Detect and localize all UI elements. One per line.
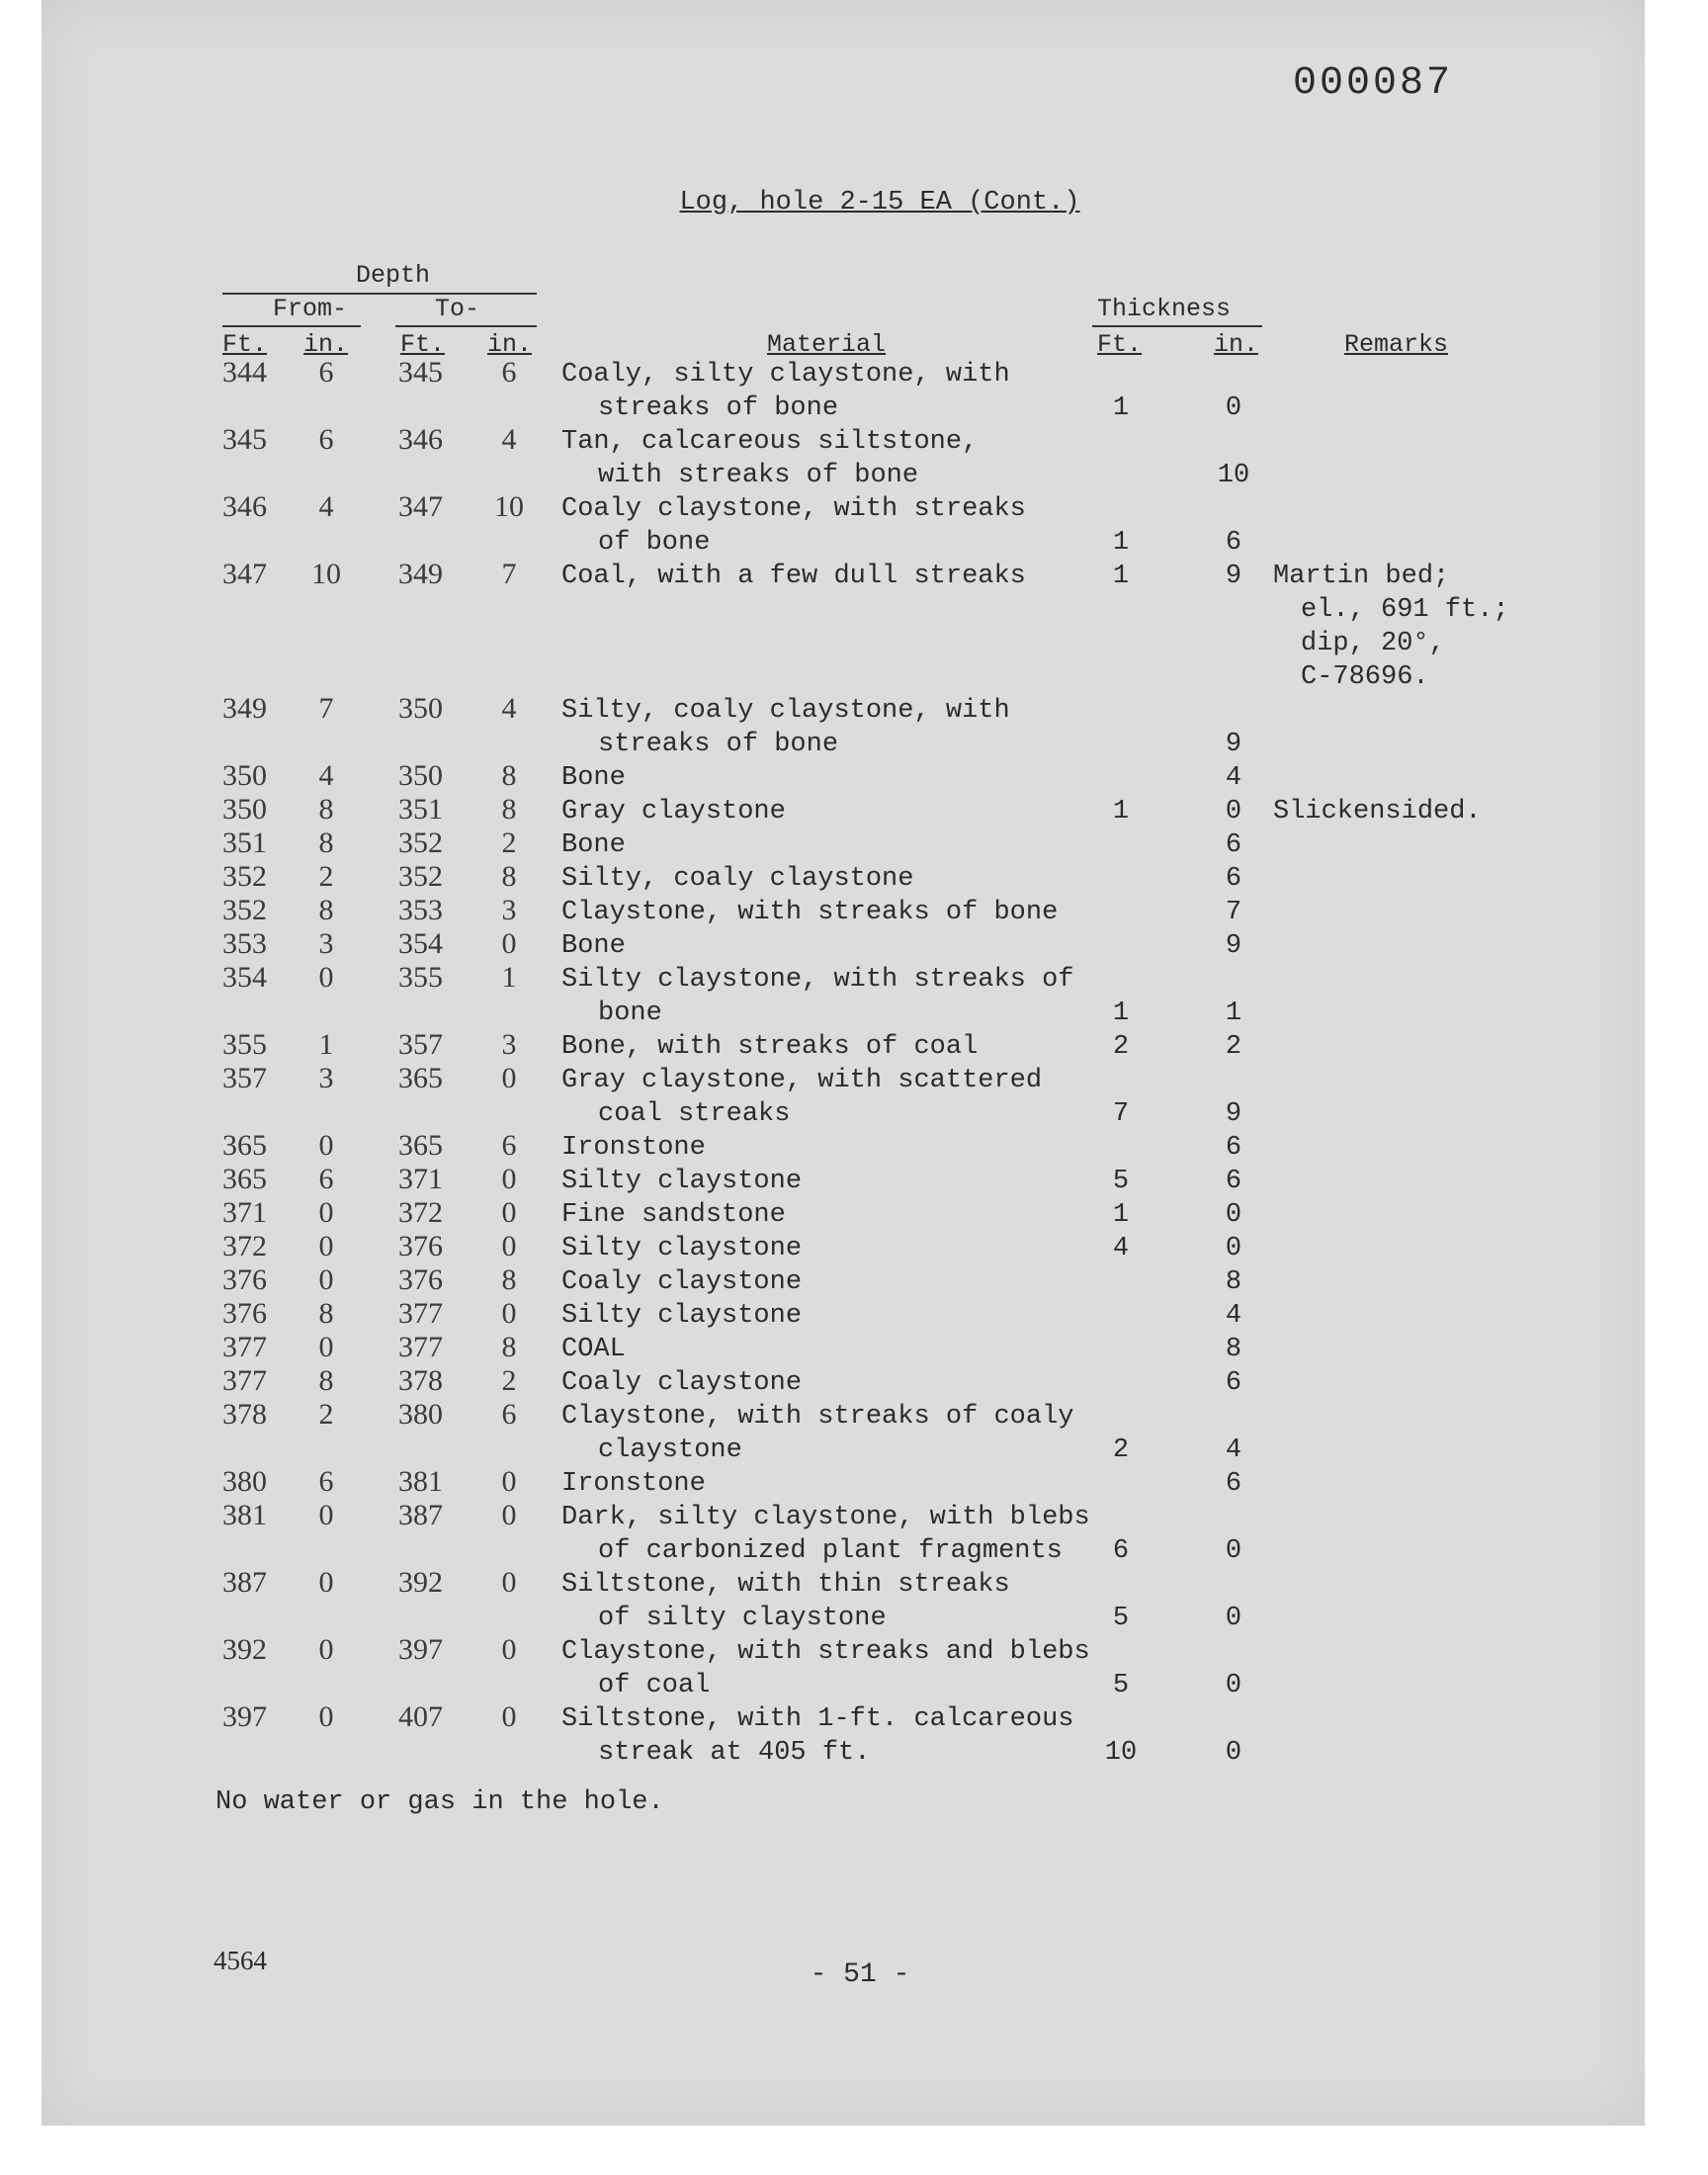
thickness-ft-cell: 2: [1112, 1436, 1130, 1465]
material-line: Coaly claystone, with streaks: [561, 494, 1026, 524]
from-in-cell: 3: [318, 927, 334, 960]
from-ft-cell: 378: [222, 1398, 267, 1431]
to-in-cell: 0: [501, 1230, 517, 1262]
thickness-in-cell: 0: [1225, 1536, 1242, 1566]
to-ft-cell: 392: [398, 1566, 443, 1599]
to-ft-cell: 365: [398, 1062, 443, 1094]
to-ft-cell: 378: [398, 1364, 443, 1397]
thickness-ft-cell: 1: [1112, 562, 1130, 591]
to-ft-cell: 354: [398, 927, 443, 960]
material-line: bone: [598, 999, 662, 1028]
from-ft-cell: 387: [222, 1566, 267, 1599]
remarks-header: Remarks: [1344, 330, 1449, 359]
to-in-cell: 0: [501, 1566, 517, 1599]
thickness-in-cell: 0: [1225, 1234, 1242, 1263]
from-ft-cell: 357: [222, 1062, 267, 1094]
thickness-in-cell: 7: [1225, 898, 1242, 927]
material-line: Silty claystone: [561, 1167, 803, 1196]
material-line: COAL: [561, 1335, 626, 1364]
from-ft-cell: 377: [222, 1364, 267, 1397]
thickness-in-cell: 2: [1225, 1032, 1242, 1062]
to-in-cell: 8: [501, 793, 517, 826]
to-ft-cell: 380: [398, 1398, 443, 1431]
to-in-cell: 0: [501, 1163, 517, 1195]
from-ft-cell: 355: [222, 1028, 267, 1061]
from-ft-cell: 381: [222, 1499, 267, 1531]
material-line: Gray claystone, with scattered: [561, 1066, 1043, 1095]
to-in-cell: 0: [501, 1196, 517, 1229]
from-ft-cell: 380: [222, 1465, 267, 1498]
to-ft-cell: 397: [398, 1633, 443, 1666]
from-ft-cell: 354: [222, 961, 267, 994]
to-in-cell: 1: [501, 961, 517, 994]
from-in-cell: 0: [318, 1700, 334, 1733]
to-in-cell: 7: [501, 558, 517, 590]
page-stamp-number: 000087: [1292, 61, 1453, 106]
to-in-cell: 0: [501, 1499, 517, 1531]
material-header: Material: [767, 330, 887, 359]
thickness-in-cell: 0: [1225, 1671, 1242, 1700]
from-ft-cell: 392: [222, 1633, 267, 1666]
thickness-in-cell: 0: [1225, 797, 1242, 826]
from-in-cell: 6: [318, 423, 334, 456]
thickness-ft-header: Ft.: [1097, 330, 1143, 359]
to-in-cell: 3: [501, 1028, 517, 1061]
material-line: streaks of bone: [598, 393, 839, 423]
to-in-cell: 6: [501, 1129, 517, 1162]
to-ft-cell: 353: [398, 894, 443, 926]
remarks-line: Slickensided.: [1273, 797, 1482, 826]
material-line: Claystone, with streaks of bone: [561, 898, 1059, 927]
to-in-cell: 0: [501, 1297, 517, 1330]
thickness-ft-cell: 5: [1112, 1167, 1130, 1196]
thickness-in-cell: 0: [1225, 1738, 1242, 1768]
from-in-cell: 8: [318, 894, 334, 926]
from-ft-cell: 351: [222, 826, 267, 859]
material-line: of silty claystone: [598, 1604, 887, 1633]
from-ft-cell: 353: [222, 927, 267, 960]
from-in-cell: 3: [318, 1062, 334, 1094]
material-line: of bone: [598, 528, 711, 558]
to-rule: [395, 325, 537, 327]
thickness-ft-cell: 5: [1112, 1604, 1130, 1633]
from-ft-cell: 345: [222, 423, 267, 456]
to-ft-cell: 350: [398, 759, 443, 792]
thickness-in-cell: 0: [1225, 393, 1242, 423]
from-ft-cell: 347: [222, 558, 267, 590]
from-in-cell: 2: [318, 860, 334, 893]
material-line: Silty claystone: [561, 1234, 803, 1263]
material-line: Silty claystone, with streaks of: [561, 965, 1074, 995]
to-ft-header: Ft.: [400, 330, 446, 359]
material-line: Ironstone: [561, 1133, 706, 1163]
material-line: Coaly, silty claystone, with: [561, 360, 1010, 390]
depth-rule: [222, 293, 537, 295]
material-line: of coal: [598, 1671, 711, 1700]
document-number: 4564: [214, 1946, 267, 1975]
thickness-in-header: in.: [1214, 330, 1259, 359]
from-ft-cell: 344: [222, 356, 267, 389]
to-in-cell: 0: [501, 1062, 517, 1094]
material-line: Bone: [561, 763, 626, 793]
material-line: coal streaks: [598, 1099, 791, 1129]
from-ft-cell: 352: [222, 894, 267, 926]
thickness-in-cell: 0: [1225, 1200, 1242, 1230]
from-in-cell: 6: [318, 356, 334, 389]
thickness-in-cell: 6: [1225, 830, 1242, 860]
to-in-cell: 0: [501, 1465, 517, 1498]
to-ft-cell: 351: [398, 793, 443, 826]
to-in-cell: 2: [501, 1364, 517, 1397]
thickness-ft-cell: 1: [1112, 999, 1130, 1028]
material-line: Gray claystone: [561, 797, 786, 826]
thickness-in-cell: 6: [1225, 1368, 1242, 1398]
material-line: Dark, silty claystone, with blebs: [561, 1503, 1090, 1532]
to-ft-cell: 345: [398, 356, 443, 389]
from-in-cell: 8: [318, 826, 334, 859]
from-ft-cell: 376: [222, 1263, 267, 1296]
thickness-ft-cell: 1: [1112, 528, 1130, 558]
material-line: streaks of bone: [598, 730, 839, 759]
thickness-in-cell: 9: [1225, 931, 1242, 961]
material-line: Bone: [561, 931, 626, 961]
to-ft-cell: 376: [398, 1230, 443, 1262]
from-in-cell: 0: [318, 1499, 334, 1531]
material-line: streak at 405 ft.: [598, 1738, 871, 1768]
from-in-cell: 0: [318, 961, 334, 994]
thickness-in-cell: 0: [1225, 1604, 1242, 1633]
from-ft-cell: 350: [222, 759, 267, 792]
to-in-cell: 8: [501, 1331, 517, 1363]
material-line: Siltstone, with thin streaks: [561, 1570, 1010, 1600]
thickness-in-cell: 6: [1225, 864, 1242, 894]
to-ft-cell: 352: [398, 860, 443, 893]
from-in-cell: 8: [318, 793, 334, 826]
material-line: of carbonized plant fragments: [598, 1536, 1063, 1566]
thickness-in-cell: 9: [1225, 1099, 1242, 1129]
to-ft-cell: 365: [398, 1129, 443, 1162]
from-ft-header: Ft.: [222, 330, 268, 359]
material-line: Tan, calcareous siltstone,: [561, 427, 979, 457]
from-in-cell: 8: [318, 1364, 334, 1397]
to-ft-cell: 355: [398, 961, 443, 994]
to-in-cell: 6: [501, 356, 517, 389]
thickness-ft-cell: 4: [1112, 1234, 1130, 1263]
page-title: Log, hole 2-15 EA (Cont.): [679, 188, 1080, 218]
to-in-cell: 4: [501, 423, 517, 456]
to-ft-cell: 347: [398, 490, 443, 523]
material-line: with streaks of bone: [598, 461, 919, 490]
footer-note: No water or gas in the hole.: [215, 1787, 664, 1817]
from-ft-cell: 346: [222, 490, 267, 523]
from-in-cell: 4: [318, 759, 334, 792]
material-line: claystone: [598, 1436, 742, 1465]
thickness-in-cell: 8: [1225, 1335, 1242, 1364]
material-line: Ironstone: [561, 1469, 706, 1499]
to-ft-cell: 407: [398, 1700, 443, 1733]
material-line: Silty claystone: [561, 1301, 803, 1331]
from-in-cell: 7: [318, 692, 334, 725]
thickness-rule: [1092, 325, 1262, 327]
to-in-cell: 8: [501, 860, 517, 893]
material-line: Bone, with streaks of coal: [561, 1032, 979, 1062]
from-in-cell: 1: [318, 1028, 334, 1061]
thickness-in-cell: 6: [1225, 528, 1242, 558]
thickness-in-cell: 8: [1225, 1267, 1242, 1297]
to-ft-cell: 357: [398, 1028, 443, 1061]
from-rule: [222, 325, 361, 327]
material-line: Fine sandstone: [561, 1200, 786, 1230]
from-ft-cell: 376: [222, 1297, 267, 1330]
thickness-in-cell: 4: [1225, 763, 1242, 793]
to-header: To-: [435, 295, 480, 323]
to-ft-cell: 371: [398, 1163, 443, 1195]
to-ft-cell: 376: [398, 1263, 443, 1296]
material-line: Coaly claystone: [561, 1368, 803, 1398]
from-in-cell: 0: [318, 1566, 334, 1599]
to-in-cell: 4: [501, 692, 517, 725]
to-ft-cell: 372: [398, 1196, 443, 1229]
material-line: Coaly claystone: [561, 1267, 803, 1297]
thickness-in-cell: 6: [1225, 1469, 1242, 1499]
to-in-cell: 0: [501, 927, 517, 960]
from-in-cell: 6: [318, 1163, 334, 1195]
remarks-line: el., 691 ft.;: [1301, 595, 1509, 625]
from-in-cell: 0: [318, 1263, 334, 1296]
thickness-in-cell: 9: [1225, 730, 1242, 759]
material-line: Claystone, with streaks and blebs: [561, 1637, 1090, 1667]
remarks-line: C-78696.: [1301, 662, 1429, 692]
from-in-cell: 8: [318, 1297, 334, 1330]
from-in-cell: 4: [318, 490, 334, 523]
to-ft-cell: 346: [398, 423, 443, 456]
from-in-cell: 0: [318, 1196, 334, 1229]
from-in-cell: 0: [318, 1331, 334, 1363]
thickness-in-cell: 9: [1225, 562, 1242, 591]
to-in-cell: 8: [501, 759, 517, 792]
to-in-cell: 3: [501, 894, 517, 926]
to-in-cell: 8: [501, 1263, 517, 1296]
to-in-cell: 10: [494, 490, 524, 523]
from-ft-cell: 365: [222, 1129, 267, 1162]
thickness-in-cell: 10: [1217, 461, 1250, 490]
thickness-in-cell: 6: [1225, 1133, 1242, 1163]
thickness-header: Thickness: [1097, 295, 1232, 323]
thickness-ft-cell: 5: [1112, 1671, 1130, 1700]
thickness-ft-cell: 6: [1112, 1536, 1130, 1566]
from-ft-cell: 350: [222, 793, 267, 826]
to-in-header: in.: [487, 330, 533, 359]
from-in-header: in.: [303, 330, 349, 359]
thickness-ft-cell: 1: [1112, 797, 1130, 826]
from-ft-cell: 372: [222, 1230, 267, 1262]
thickness-ft-cell: 1: [1112, 1200, 1130, 1230]
thickness-in-cell: 6: [1225, 1167, 1242, 1196]
material-line: Silty, coaly claystone: [561, 864, 914, 894]
from-ft-cell: 365: [222, 1163, 267, 1195]
remarks-line: Martin bed;: [1273, 562, 1450, 591]
from-in-cell: 6: [318, 1465, 334, 1498]
to-in-cell: 0: [501, 1633, 517, 1666]
material-line: Siltstone, with 1-ft. calcareous: [561, 1704, 1074, 1734]
thickness-in-cell: 4: [1225, 1301, 1242, 1331]
material-line: Silty, coaly claystone, with: [561, 696, 1010, 726]
thickness-ft-cell: 2: [1112, 1032, 1130, 1062]
from-ft-cell: 377: [222, 1331, 267, 1363]
from-in-cell: 10: [311, 558, 341, 590]
to-in-cell: 0: [501, 1700, 517, 1733]
thickness-in-cell: 4: [1225, 1436, 1242, 1465]
depth-header: Depth: [356, 261, 431, 290]
to-in-cell: 6: [501, 1398, 517, 1431]
to-in-cell: 2: [501, 826, 517, 859]
from-in-cell: 0: [318, 1230, 334, 1262]
material-line: Claystone, with streaks of coaly: [561, 1402, 1074, 1432]
from-in-cell: 0: [318, 1129, 334, 1162]
to-ft-cell: 350: [398, 692, 443, 725]
to-ft-cell: 352: [398, 826, 443, 859]
material-line: Coal, with a few dull streaks: [561, 562, 1026, 591]
thickness-in-cell: 1: [1225, 999, 1242, 1028]
thickness-ft-cell: 10: [1104, 1738, 1138, 1768]
from-ft-cell: 352: [222, 860, 267, 893]
from-ft-cell: 397: [222, 1700, 267, 1733]
remarks-line: dip, 20°,: [1301, 629, 1445, 658]
thickness-ft-cell: 7: [1112, 1099, 1130, 1129]
from-in-cell: 0: [318, 1633, 334, 1666]
from-ft-cell: 371: [222, 1196, 267, 1229]
to-ft-cell: 377: [398, 1331, 443, 1363]
from-header: From-: [273, 295, 348, 323]
page-number: - 51 -: [810, 1959, 910, 1990]
from-ft-cell: 349: [222, 692, 267, 725]
material-line: Bone: [561, 830, 626, 860]
to-ft-cell: 377: [398, 1297, 443, 1330]
thickness-ft-cell: 1: [1112, 393, 1130, 423]
from-in-cell: 2: [318, 1398, 334, 1431]
to-ft-cell: 387: [398, 1499, 443, 1531]
to-ft-cell: 381: [398, 1465, 443, 1498]
to-ft-cell: 349: [398, 558, 443, 590]
